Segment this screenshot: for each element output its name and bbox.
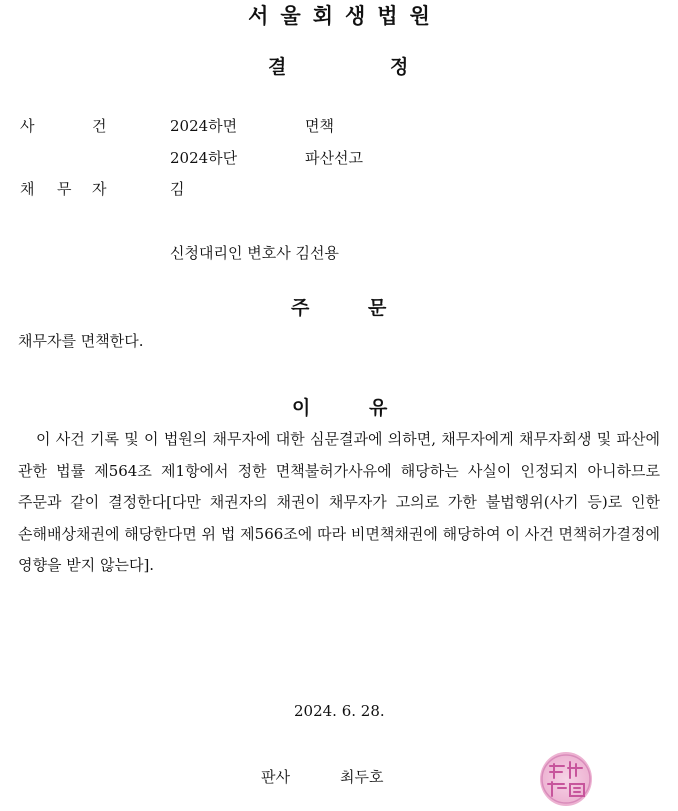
case-number-1: 2024하면 xyxy=(170,117,238,135)
reasons-heading-char-1: 이 xyxy=(292,397,311,419)
decision-title-char-2: 정 xyxy=(390,56,409,78)
reasons-text: 이 사건 기록 및 이 법원의 채무자에 대한 심문결과에 의하면, 채무자에게 채무자회생 및 파산에 관한 법률 제564조 제1항에서 정한 면책불허가사유에 해당하는 사실이 인정되지 아니하므로 주문과 같이 결정한다[다만 채권자의 채권이 채무자가 고의로 가한 불법행위(사기 등)로 인한 손해배상채권에 해당한다면 위 법 제566조에 따라 비면책채권에 해당하여 이 사건 면책허가결정에 영향을 받지 않는다]. xyxy=(18,430,660,574)
case-label-char-1: 사 xyxy=(20,117,35,135)
case-name-2: 파산선고 xyxy=(305,149,363,167)
judge-title: 판사 xyxy=(261,768,290,786)
debtor-name: 김 xyxy=(170,180,185,198)
debtor-label-char-3: 자 xyxy=(92,180,107,198)
decision-title-char-1: 결 xyxy=(268,56,287,78)
debtor-label-char-1: 채 xyxy=(20,180,35,198)
court-name: 서울회생법원 xyxy=(248,4,442,28)
debtor-label-char-2: 무 xyxy=(57,180,72,198)
reasons-heading-char-2: 유 xyxy=(369,397,388,419)
decision-date: 2024. 6. 28. xyxy=(294,702,385,720)
order-heading-char-2: 문 xyxy=(368,297,387,319)
court-seal-image xyxy=(540,752,592,806)
case-name-1: 면책 xyxy=(305,117,334,135)
case-label-char-2: 건 xyxy=(92,117,107,135)
case-number-2: 2024하단 xyxy=(170,149,238,167)
order-text: 채무자를 면책한다. xyxy=(18,332,144,350)
judge-name: 최두호 xyxy=(340,768,384,786)
applicant-agent: 신청대리인 변호사 김선용 xyxy=(170,244,339,262)
order-heading-char-1: 주 xyxy=(291,297,310,319)
